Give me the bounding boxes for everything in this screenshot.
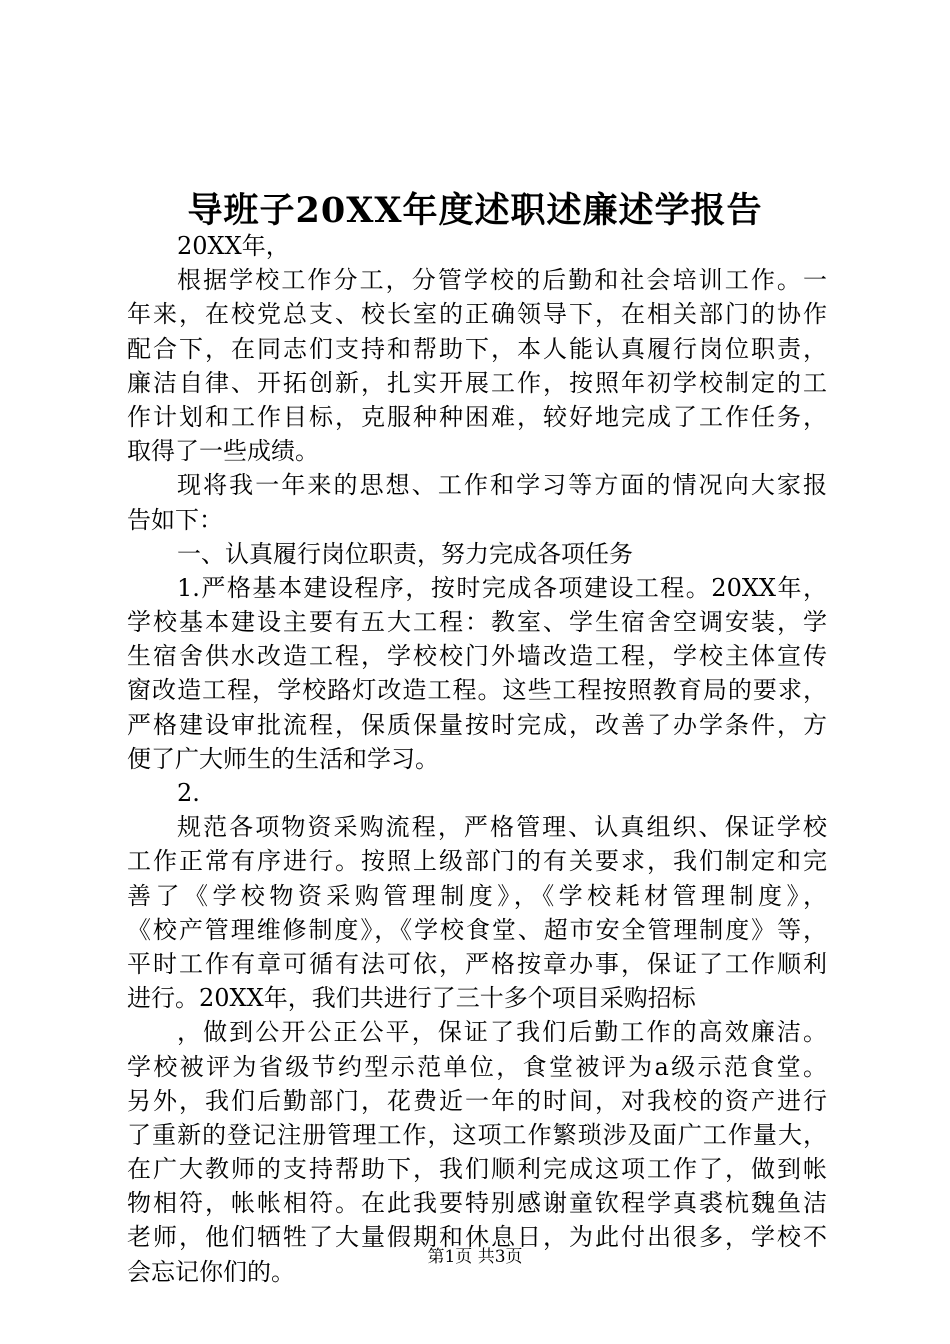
paragraph-line: ，做到公开公正公平，保证了我们后勤工作的高效廉洁。 — [177, 1018, 827, 1047]
page-footer: 第1页 共3页 — [427, 1247, 523, 1267]
paragraph-line: 现将我一年来的思想、工作和学习等方面的情况向大家报 — [177, 471, 827, 500]
paragraph-line: 年来，在校党总支、校长室的正确领导下，在相关部门的协作 — [127, 300, 827, 329]
paragraph-line: 《校产管理维修制度》，《学校食堂、超市安全管理制度》等， — [127, 915, 827, 944]
paragraph-line: 会忘记你们的。 — [127, 1257, 295, 1286]
paragraph-line: 取得了一些成绩。 — [127, 437, 319, 466]
paragraph-line: 规范各项物资采购流程，严格管理、认真组织、保证学校 — [177, 813, 827, 842]
paragraph-line: 平时工作有章可循有法可依，严格按章办事，保证了工作顺利 — [127, 949, 827, 978]
paragraph-line: 作计划和工作目标，克服种种困难，较好地完成了工作任务， — [127, 402, 827, 431]
paragraph-line: 严格建设审批流程，保质保量按时完成，改善了办学条件，方 — [127, 710, 827, 739]
paragraph-line: 老师，他们牺牲了大量假期和休息日，为此付出很多，学校不 — [127, 1223, 827, 1252]
paragraph-line: 2. — [177, 779, 200, 807]
paragraph-line: 配合下，在同志们支持和帮助下，本人能认真履行岗位职责， — [127, 334, 827, 363]
document-body — [127, 229, 827, 1289]
document-title: 导班子20XX年度述职述廉述学报告 — [187, 190, 763, 231]
paragraph-line: 了重新的登记注册管理工作，这项工作繁琐涉及面广工作量大， — [127, 1120, 827, 1149]
paragraph-line: 20XX年， — [177, 232, 290, 260]
paragraph-line: 物相符，帐帐相符。在此我要特别感谢童钦程学真裘杭魏鱼洁 — [127, 1189, 827, 1218]
paragraph-line: 便了广大师生的生活和学习。 — [127, 744, 439, 773]
paragraph-line: 另外，我们后勤部门，花费近一年的时间，对我校的资产进行 — [127, 1086, 827, 1115]
paragraph-line: 一、认真履行岗位职责，努力完成各项任务 — [177, 539, 633, 568]
paragraph-line: 学校基本建设主要有五大工程：教室、学生宿舍空调安装，学 — [127, 608, 827, 637]
paragraph-line: 廉洁自律、开拓创新，扎实开展工作，按照年初学校制定的工 — [127, 368, 827, 397]
paragraph-line: 在广大教师的支持帮助下，我们顺利完成这项工作了，做到帐 — [127, 1155, 827, 1184]
paragraph-line: 窗改造工程，学校路灯改造工程。这些工程按照教育局的要求， — [127, 676, 827, 705]
paragraph-line: 生宿舍供水改造工程，学校校门外墙改造工程，学校主体宣传 — [127, 642, 827, 671]
paragraph-line: 根据学校工作分工，分管学校的后勤和社会培训工作。一 — [177, 266, 827, 295]
paragraph-line: 1.严格基本建设程序，按时完成各项建设工程。20XX年， — [177, 573, 827, 602]
paragraph-line: 善了《学校物资采购管理制度》，《学校耗材管理制度》， — [127, 881, 827, 910]
paragraph-line: 学校被评为省级节约型示范单位，食堂被评为a级示范食堂。 — [127, 1052, 827, 1081]
paragraph-line: 进行。20XX年，我们共进行了三十多个项目采购招标 — [127, 984, 696, 1013]
paragraph-line: 工作正常有序进行。按照上级部门的有关要求，我们制定和完 — [127, 847, 827, 876]
paragraph-line: 告如下： — [127, 505, 223, 534]
